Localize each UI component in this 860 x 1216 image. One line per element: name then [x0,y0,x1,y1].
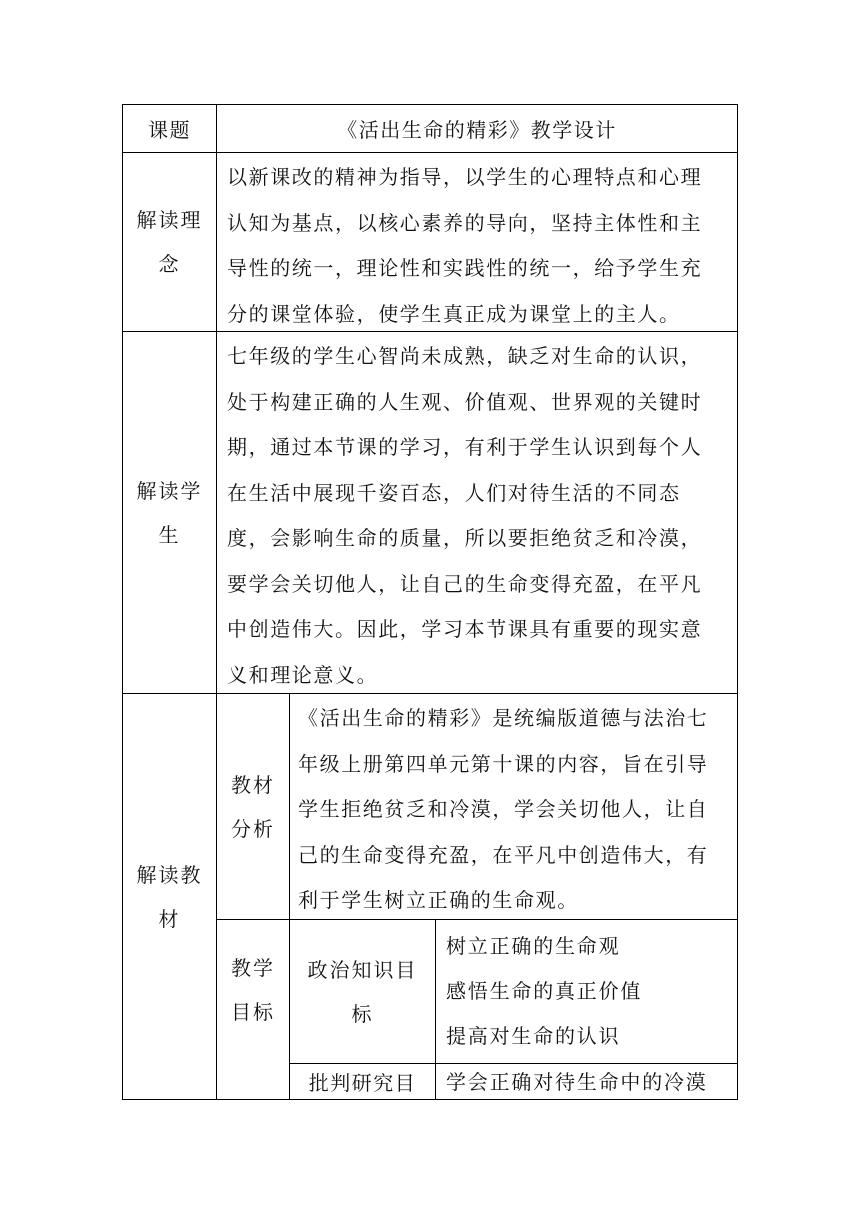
critical-goal-text-cell [435,1063,737,1099]
goals-label-cell [216,919,289,1099]
concept-label-line2: 念 [158,252,181,276]
students-label-line2: 生 [158,522,181,547]
textbook-label-cell [123,693,216,1099]
political-goal-label-line1: 政治知识目 [307,957,418,982]
lesson-design-table [122,104,738,1100]
goals-label-line2: 目标 [231,999,275,1024]
students-label-line1: 解读学 [136,478,203,503]
political-goal-label-line2: 标 [351,1001,374,1026]
analysis-line: 年级上册第四单元第十课的内容，旨在引导 [298,751,709,776]
page-title: 《活出生命的精彩》教学设计 [337,118,617,142]
textbook-label-line1: 解读教 [136,862,203,887]
topic-label: 课题 [148,118,191,142]
topic-title-cell [216,105,737,152]
analysis-line: 利于学生树立正确的生命观。 [298,888,579,912]
textbook-label-line2: 材 [158,906,181,931]
analysis-line: 《活出生命的精彩》是统编版道德与法治七 [298,706,709,730]
students-line: 度，会影响生命的质量，所以要拒绝贫乏和冷漠， [227,526,703,550]
students-line: 在生活中展现千姿百态，人们对待生活的不同态 [227,480,681,505]
analysis-label-cell [216,693,289,919]
concept-line: 分的课堂体验，使学生真正成为课堂上的主人。 [227,301,681,326]
analysis-line: 学生拒绝贫乏和冷漠，学会关切他人，让自 [298,797,709,821]
political-goal-item: 感悟生命的真正价值 [446,979,643,1003]
topic-label-cell [123,105,216,152]
students-text-cell [216,331,737,693]
critical-goal-label-cell [289,1063,435,1099]
analysis-text-cell [289,693,737,919]
concept-line: 认知为基点，以核心素养的导向，坚持主体性和主 [227,210,703,235]
students-line: 七年级的学生心智尚未成熟，缺乏对生命的认识， [227,344,703,368]
concept-text-cell [216,152,737,331]
concept-label-cell [123,152,216,331]
critical-goal-label: 批判研究目 [308,1071,417,1095]
political-goal-items-cell [435,919,737,1063]
students-line: 处于构建正确的人生观、价值观、世界观的关键时 [227,389,703,414]
analysis-label-line1: 教材 [231,772,275,797]
analysis-line: 己的生命变得充盈，在平凡中创造伟大，有 [298,842,709,867]
concept-label-line1: 解读理 [136,208,203,232]
critical-goal-text: 学会正确对待生命中的冷漠 [446,1069,708,1094]
students-line: 期，通过本节课的学习，有利于学生认识到每个人 [227,435,703,459]
goals-label-line1: 教学 [231,955,275,980]
students-line: 义和理论意义。 [227,662,379,687]
analysis-label-line2: 分析 [231,816,275,841]
political-goal-label-cell [289,919,435,1063]
concept-line: 导性的统一，理论性和实践性的统一，给予学生充 [227,256,703,280]
students-line: 中创造伟大。因此，学习本节课具有重要的现实意 [227,617,703,641]
political-goal-item: 树立正确的生命观 [446,934,621,958]
students-line: 要学会关切他人，让自己的生命变得充盈，在平凡 [227,571,703,596]
political-goal-item: 提高对生命的认识 [446,1024,621,1048]
students-label-cell [123,331,216,693]
concept-line: 以新课改的精神为指导，以学生的心理特点和心理 [227,165,703,189]
